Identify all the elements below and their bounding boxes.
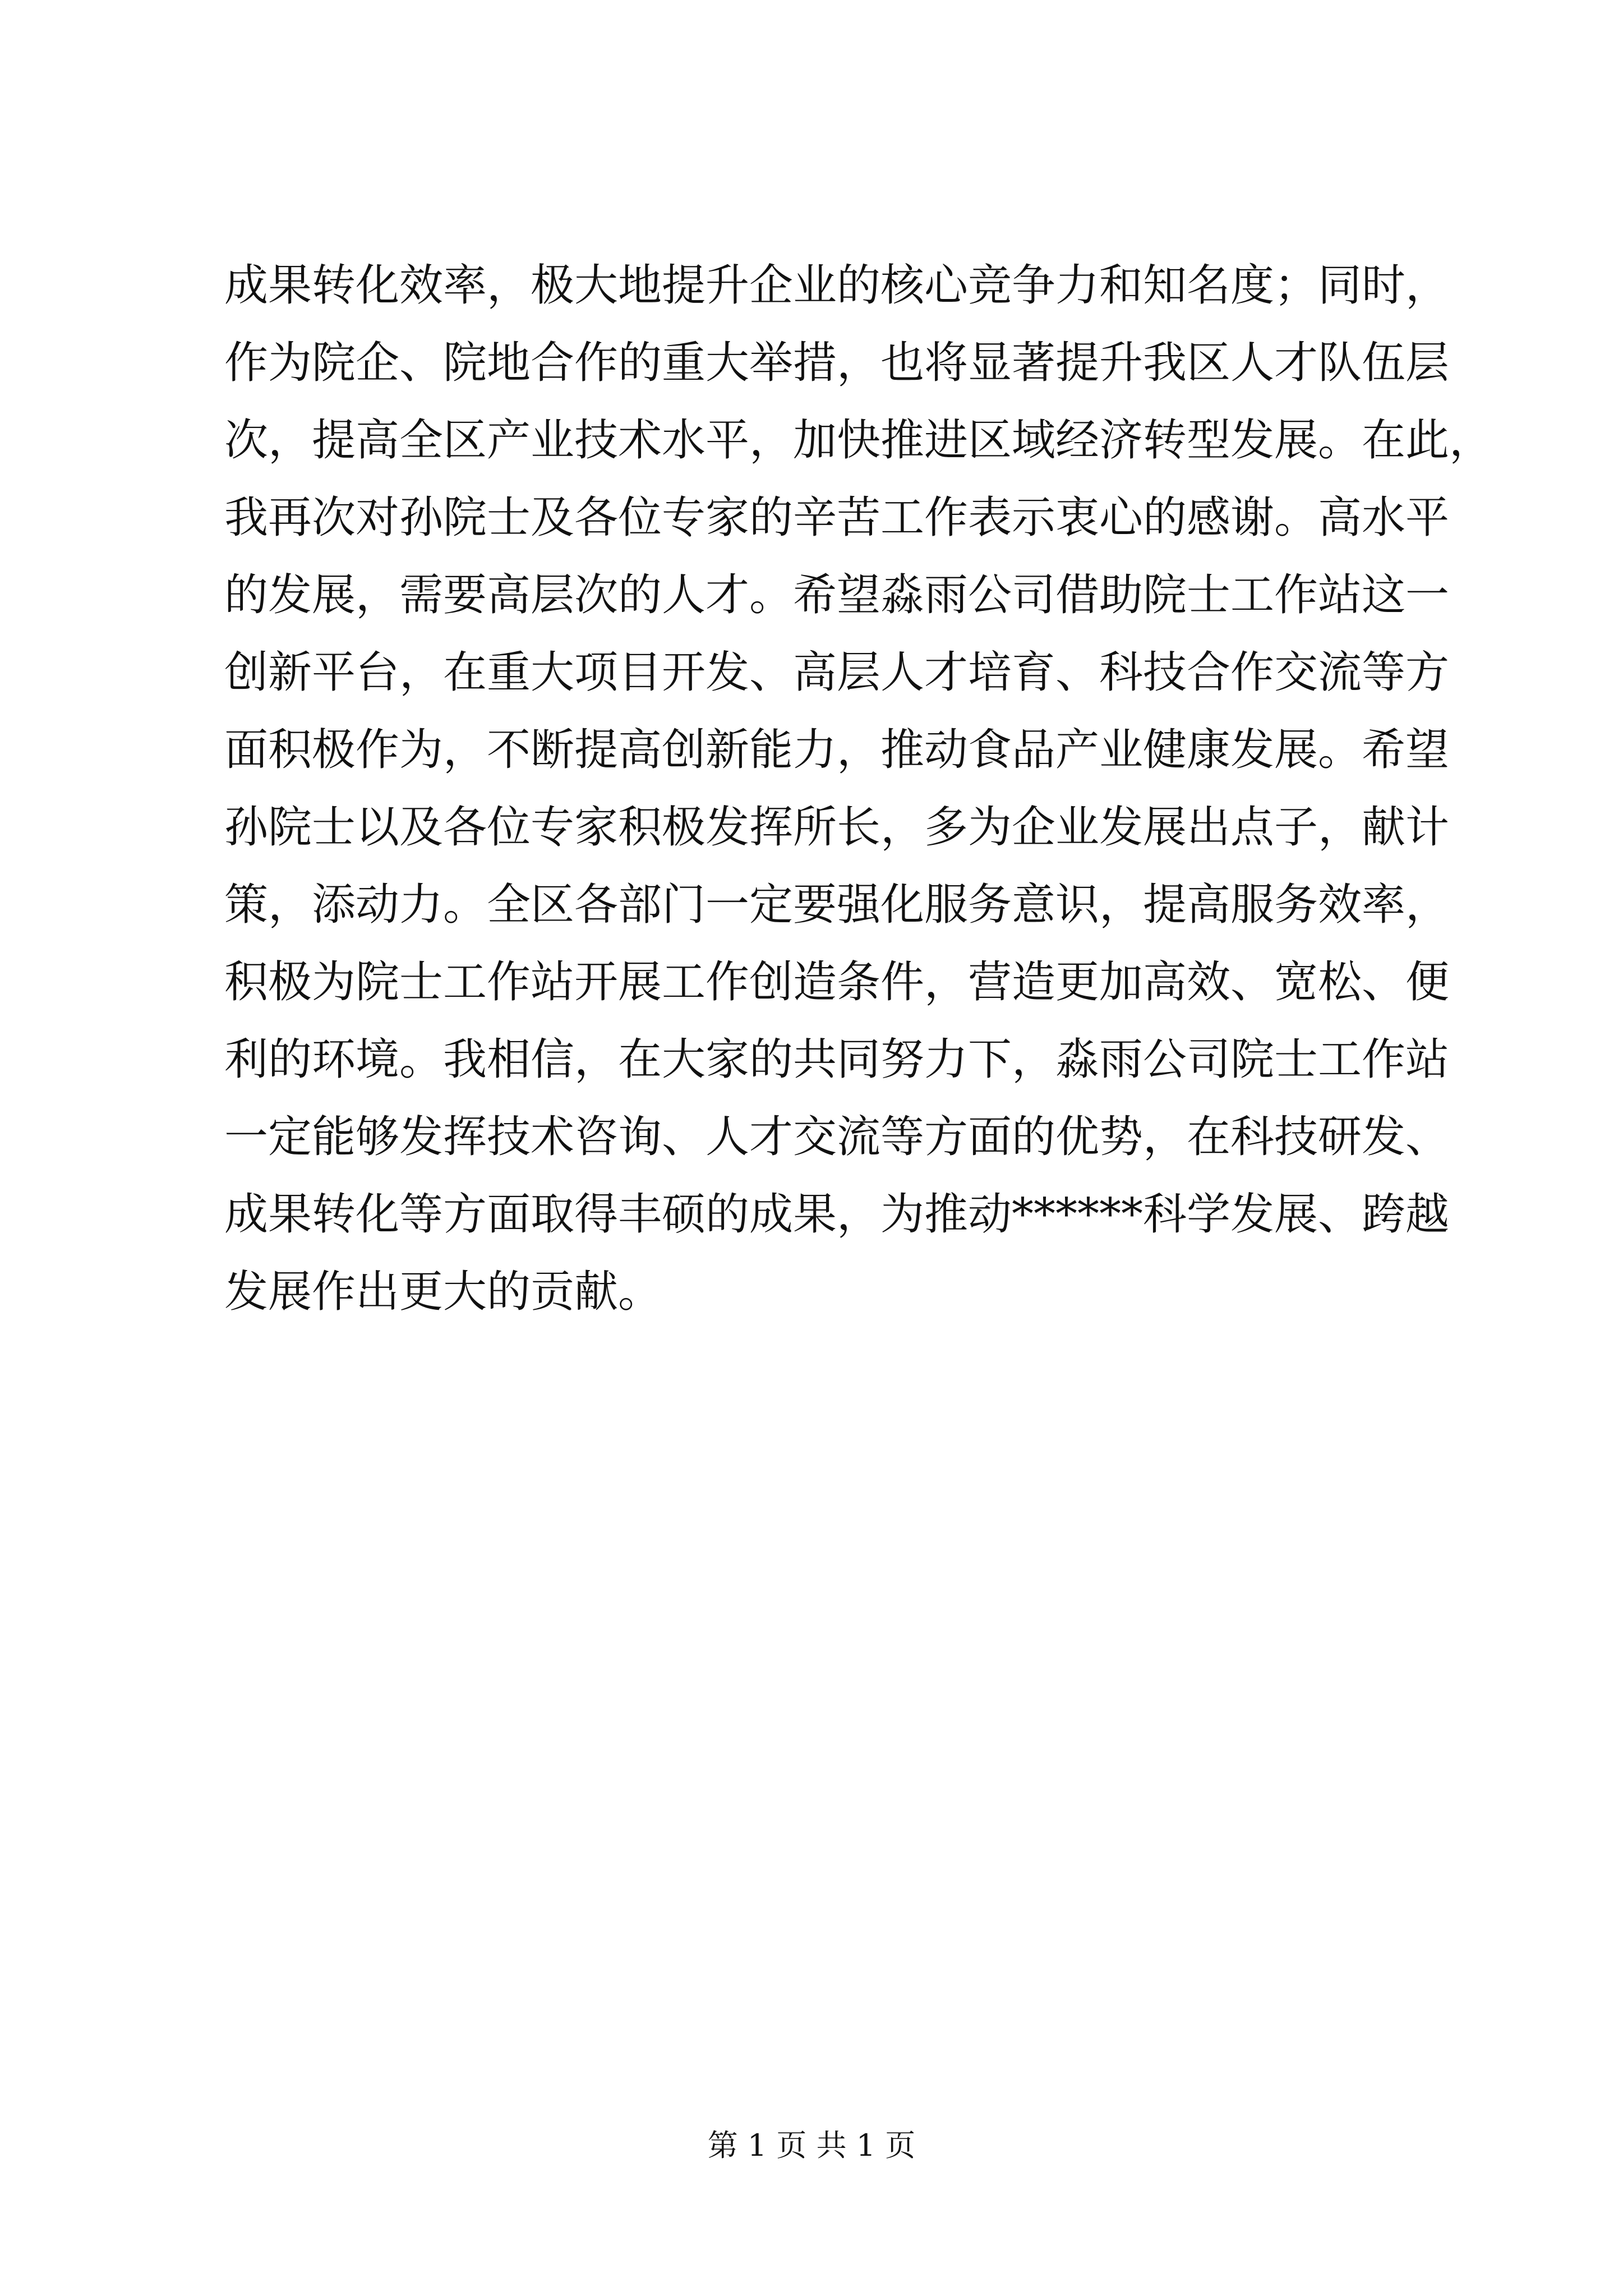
text-line: 策，添动力。全区各部门一定要强化服务意识，提高服务效率， — [224, 880, 1450, 930]
text-line: 创新平台，在重大项目开发、高层人才培育、科技合作交流等方 — [224, 647, 1450, 698]
text-line: 孙院士以及各位专家积极发挥所长，多为企业发展出点子，献计 — [224, 802, 1450, 853]
text-line: 利的环境。我相信，在大家的共同努力下，淼雨公司院士工作站 — [224, 1034, 1450, 1085]
text-line: 我再次对孙院士及各位专家的辛苦工作表示衷心的感谢。高水平 — [224, 493, 1450, 543]
text-line: 面积极作为，不断提高创新能力，推动食品产业健康发展。希望 — [224, 725, 1450, 775]
text-line: 的发展，需要高层次的人才。希望淼雨公司借助院士工作站这一 — [224, 570, 1450, 620]
text-line: 成果转化效率，极大地提升企业的核心竞争力和知名度；同时， — [224, 260, 1450, 311]
text-line: 积极为院士工作站开展工作创造条件，营造更加高效、宽松、便 — [224, 957, 1450, 1007]
document-body — [224, 247, 1493, 1331]
text-line: 成果转化等方面取得丰硕的成果，为推动******科学发展、跨越 — [224, 1189, 1450, 1240]
text-line-last: 发展作出更大的贡献。 — [224, 1267, 662, 1317]
text-line: 作为院企、院地合作的重大举措，也将显著提升我区人才队伍层 — [224, 338, 1450, 388]
text-line: 次，提高全区产业技术水平，加快推进区域经济转型发展。在此， — [224, 415, 1493, 466]
text-line: 一定能够发挥技术咨询、人才交流等方面的优势，在科技研发、 — [224, 1112, 1450, 1162]
page-number-footer: 第 1 页 共 1 页 — [707, 2128, 916, 2163]
